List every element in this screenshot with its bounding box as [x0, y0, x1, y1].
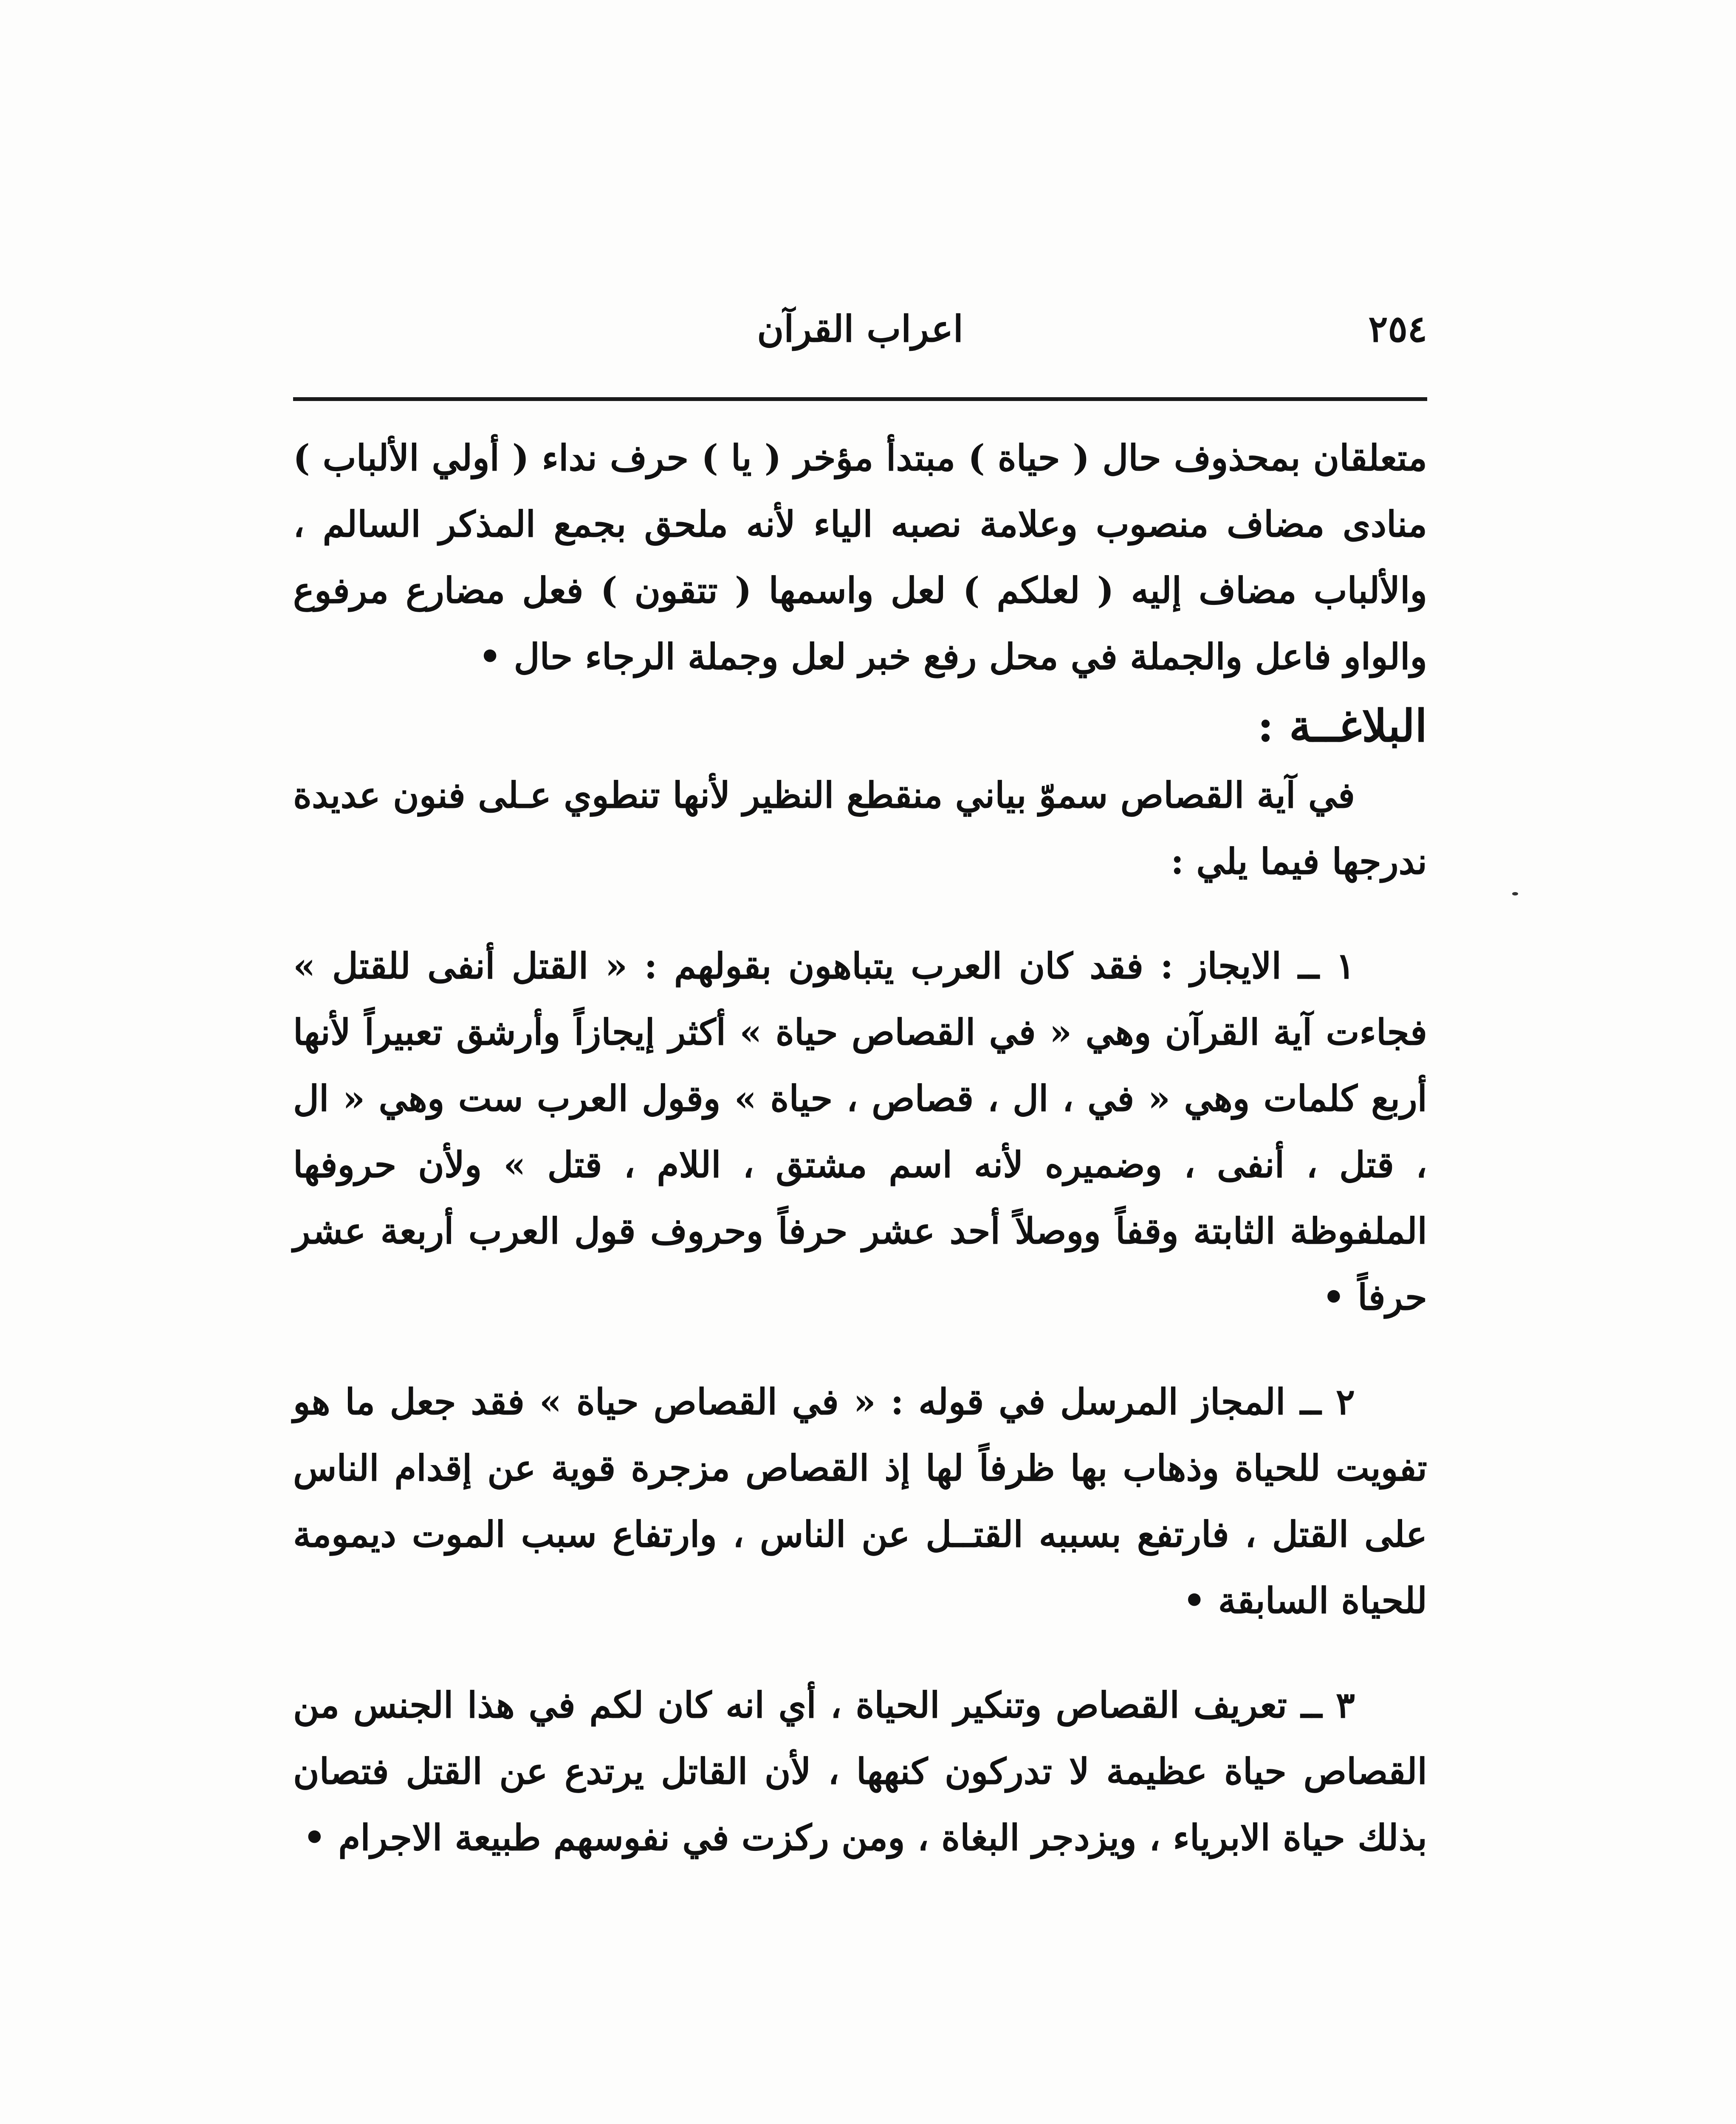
paragraph-point-1: ١ ــ الايجاز : فقد كان العرب يتباهون بقولهم : « القتل أنفى للقتل » فجاءت آية القرآن وهي « في القصاص حياة » أكثر إيجازاً وأرشق تعبيراً لأنها أربع كلمات وهي « في ، ال ، قصاص ، حياة » وقول العرب ست وهي « ال ، قتل ، أنفى ، وضميره لأنه اسم مشتق ، اللام ، قتل » ولأن حروفها الملفوظة الثابتة وقفاً ووصلاً أحد عشر حرفاً وحروف قول العرب أربعة عشر حرفاً •: [293, 945, 1427, 1318]
running-title: اعراب القرآن: [757, 308, 963, 350]
page-header: [293, 297, 1427, 361]
page-number: ٢٥٤: [1368, 308, 1427, 350]
paragraph-intro: في آية القصاص سموّ بياني منقطع النظير لأنها تنطوي عـلى فنون عديدة ندرجها فيما يلي :: [293, 774, 1427, 882]
paragraph-gap: [293, 1330, 1427, 1369]
section-heading-balagha: البلاغــة :: [1257, 700, 1427, 752]
header-divider: [293, 397, 1427, 401]
paragraph-point-2: ٢ ــ المجاز المرسل في قوله : « في القصاص حياة » فقد جعل ما هو تفويت للحياة وذهاب بها ظرفاً لها إذ القصاص مزجرة قوية عن إقدام الناس على القتل ، فارتفع بسببه القتــل عن الناس ، وارتفاع سبب الموت ديمومة للحياة السابقة •: [293, 1381, 1427, 1621]
paragraph-gap: [293, 1634, 1427, 1672]
page-body: [293, 425, 1427, 1871]
paragraph-grammar-continuation: متعلقان بمحذوف حال ( حياة ) مبتدأ مؤخر ( يا ) حرف نداء ( أولي الألباب ) منادى مضاف منصوب وعلامة نصبه الياء لأنه ملحق بجمع المذكر السالم ، والألباب مضاف إليه ( لعلكم ) لعل واسمها ( تتقون ) فعل مضارع مرفوع والواو فاعل والجملة في محل رفع خبر لعل وجملة الرجاء حال •: [293, 437, 1427, 678]
scan-speck: [1512, 892, 1518, 895]
paragraph-gap: [293, 895, 1427, 933]
paragraph-point-3: ٣ ــ تعريف القصاص وتنكير الحياة ، أي انه كان لكم في هذا الجنس من القصاص حياة عظيمة لا تدركون كنهها ، لأن القاتل يرتدع عن القتل فتصان بذلك حياة الابرياء ، ويزدجر البغاة ، ومن ركزت في نفوسهم طبيعة الاجرام •: [293, 1684, 1427, 1858]
